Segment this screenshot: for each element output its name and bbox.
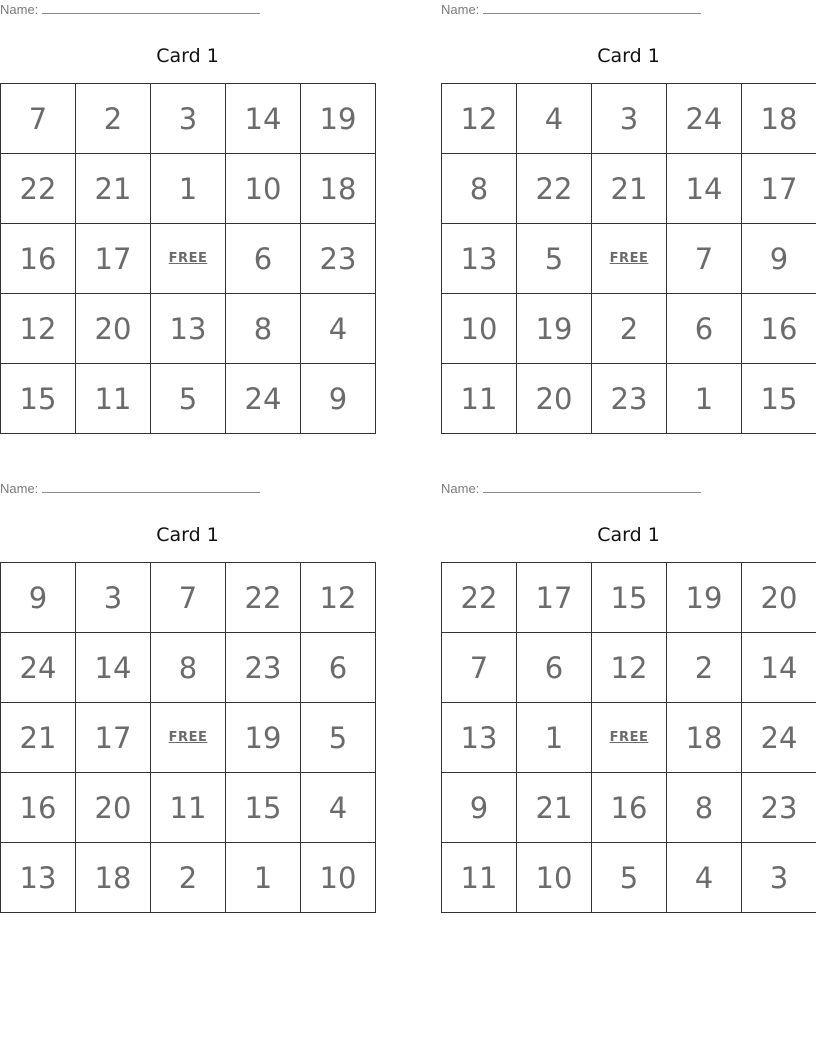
bingo-cell: 2 <box>151 843 226 913</box>
bingo-cell: 16 <box>592 773 667 843</box>
bingo-cell: 19 <box>226 703 301 773</box>
bingo-row <box>1 364 376 434</box>
bingo-cell: 9 <box>1 563 76 633</box>
bingo-cell: 15 <box>226 773 301 843</box>
bingo-cell: 14 <box>667 154 742 224</box>
bingo-cell: 11 <box>76 364 151 434</box>
bingo-cell: 12 <box>301 563 376 633</box>
bingo-cell: 17 <box>76 224 151 294</box>
bingo-cell: 22 <box>442 563 517 633</box>
bingo-cell: 4 <box>517 84 592 154</box>
bingo-cell: 6 <box>667 294 742 364</box>
bingo-cell: 6 <box>301 633 376 703</box>
name-label: Name: <box>0 481 39 496</box>
bingo-cell: 16 <box>1 773 76 843</box>
bingo-cell: 9 <box>301 364 376 434</box>
card-title: Card 1 <box>597 524 660 546</box>
bingo-cell: 23 <box>301 224 376 294</box>
bingo-cell: 5 <box>151 364 226 434</box>
bingo-cell: 7 <box>1 84 76 154</box>
bingo-grid <box>0 83 376 434</box>
bingo-cell: 3 <box>742 843 816 913</box>
bingo-cell: 14 <box>226 84 301 154</box>
bingo-cell: 23 <box>592 364 667 434</box>
bingo-cell: 7 <box>151 563 226 633</box>
bingo-grid <box>441 83 816 434</box>
bingo-cell: 24 <box>1 633 76 703</box>
bingo-cell: 15 <box>592 563 667 633</box>
bingo-cell: 22 <box>517 154 592 224</box>
bingo-grid <box>441 562 816 913</box>
bingo-cell: 14 <box>742 633 816 703</box>
name-line <box>441 479 816 499</box>
bingo-cell: 17 <box>76 703 151 773</box>
bingo-cell: 8 <box>226 294 301 364</box>
bingo-cell: 1 <box>226 843 301 913</box>
bingo-cell: 9 <box>742 224 816 294</box>
name-blank <box>483 1 701 14</box>
bingo-cell: 18 <box>76 843 151 913</box>
bingo-cell: 3 <box>76 563 151 633</box>
card-title: Card 1 <box>156 524 219 546</box>
name-label: Name: <box>0 2 39 17</box>
bingo-cell: 16 <box>742 294 816 364</box>
bingo-row <box>442 294 816 364</box>
bingo-cell: 20 <box>517 364 592 434</box>
bingo-cell: 10 <box>301 843 376 913</box>
bingo-cell: 12 <box>592 633 667 703</box>
bingo-cell: 13 <box>151 294 226 364</box>
name-blank <box>42 480 260 493</box>
bingo-row <box>1 563 376 633</box>
bingo-cell: 22 <box>226 563 301 633</box>
bingo-cell: 4 <box>667 843 742 913</box>
bingo-cell: 13 <box>442 224 517 294</box>
bingo-card-1 <box>0 0 375 416</box>
bingo-card-2 <box>441 0 816 416</box>
bingo-cell: 18 <box>301 154 376 224</box>
bingo-row <box>442 563 816 633</box>
bingo-row <box>1 84 376 154</box>
bingo-row <box>442 703 816 773</box>
bingo-cell: 10 <box>442 294 517 364</box>
bingo-cell: 2 <box>76 84 151 154</box>
bingo-cell: 20 <box>742 563 816 633</box>
bingo-cell: 19 <box>301 84 376 154</box>
bingo-cell: 16 <box>1 224 76 294</box>
bingo-cell: 19 <box>517 294 592 364</box>
bingo-cell: 12 <box>1 294 76 364</box>
bingo-row <box>442 773 816 843</box>
bingo-cell: 22 <box>1 154 76 224</box>
bingo-row <box>442 843 816 913</box>
bingo-cell: 7 <box>442 633 517 703</box>
bingo-cell: 1 <box>517 703 592 773</box>
bingo-cell: 1 <box>151 154 226 224</box>
bingo-cell: 1 <box>667 364 742 434</box>
bingo-cell: 11 <box>151 773 226 843</box>
bingo-cell: 15 <box>742 364 816 434</box>
bingo-cell: 9 <box>442 773 517 843</box>
bingo-cell: 20 <box>76 294 151 364</box>
bingo-row <box>1 154 376 224</box>
bingo-cell: 5 <box>517 224 592 294</box>
bingo-cell: 12 <box>442 84 517 154</box>
bingo-cell: 7 <box>667 224 742 294</box>
bingo-cell: 10 <box>517 843 592 913</box>
bingo-row <box>442 154 816 224</box>
bingo-row <box>1 224 376 294</box>
bingo-cell: 18 <box>667 703 742 773</box>
bingo-cell: 17 <box>742 154 816 224</box>
bingo-cell: 23 <box>742 773 816 843</box>
bingo-cell: 6 <box>517 633 592 703</box>
bingo-card-4 <box>441 479 816 895</box>
bingo-row <box>1 294 376 364</box>
bingo-cell: 2 <box>667 633 742 703</box>
bingo-cell: 24 <box>667 84 742 154</box>
bingo-cell: 5 <box>592 843 667 913</box>
bingo-row <box>1 773 376 843</box>
bingo-cell: 3 <box>592 84 667 154</box>
bingo-cell: 13 <box>1 843 76 913</box>
bingo-cell: 24 <box>742 703 816 773</box>
free-space: FREE <box>151 703 226 773</box>
bingo-cell: 6 <box>226 224 301 294</box>
name-label: Name: <box>441 2 480 17</box>
bingo-grid <box>0 562 376 913</box>
bingo-row <box>442 633 816 703</box>
bingo-cell: 21 <box>1 703 76 773</box>
bingo-cell: 21 <box>592 154 667 224</box>
bingo-cell: 8 <box>442 154 517 224</box>
name-blank <box>42 1 260 14</box>
name-line <box>0 0 375 20</box>
bingo-cell: 24 <box>226 364 301 434</box>
card-title: Card 1 <box>156 45 219 67</box>
name-line <box>0 479 375 499</box>
free-space: FREE <box>592 224 667 294</box>
bingo-cell: 10 <box>226 154 301 224</box>
bingo-cell: 4 <box>301 773 376 843</box>
bingo-cell: 4 <box>301 294 376 364</box>
name-line <box>441 0 816 20</box>
bingo-row <box>1 843 376 913</box>
bingo-row <box>1 703 376 773</box>
bingo-cell: 11 <box>442 364 517 434</box>
bingo-row <box>442 84 816 154</box>
bingo-cell: 15 <box>1 364 76 434</box>
bingo-row <box>442 224 816 294</box>
bingo-cell: 20 <box>76 773 151 843</box>
bingo-row <box>1 633 376 703</box>
bingo-cell: 23 <box>226 633 301 703</box>
bingo-cell: 21 <box>517 773 592 843</box>
bingo-cell: 18 <box>742 84 816 154</box>
bingo-cell: 8 <box>667 773 742 843</box>
bingo-cell: 5 <box>301 703 376 773</box>
card-title: Card 1 <box>597 45 660 67</box>
bingo-cell: 17 <box>517 563 592 633</box>
bingo-cell: 8 <box>151 633 226 703</box>
bingo-cell: 21 <box>76 154 151 224</box>
bingo-cell: 19 <box>667 563 742 633</box>
bingo-cell: 2 <box>592 294 667 364</box>
name-blank <box>483 480 701 493</box>
bingo-cell: 3 <box>151 84 226 154</box>
bingo-row <box>442 364 816 434</box>
name-label: Name: <box>441 481 480 496</box>
free-space: FREE <box>592 703 667 773</box>
bingo-cell: 13 <box>442 703 517 773</box>
bingo-cell: 14 <box>76 633 151 703</box>
bingo-cell: 11 <box>442 843 517 913</box>
free-space: FREE <box>151 224 226 294</box>
bingo-card-3 <box>0 479 375 895</box>
